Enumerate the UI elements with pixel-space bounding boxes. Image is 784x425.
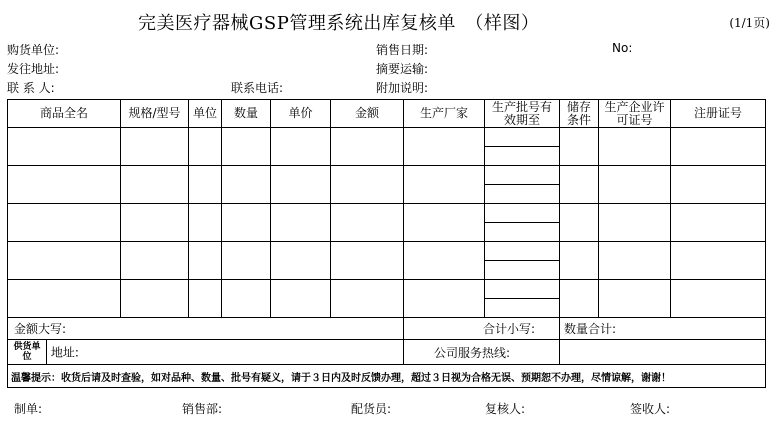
amount-caps-cell[interactable]: [8, 318, 404, 340]
cell[interactable]: [222, 242, 271, 280]
cell[interactable]: [271, 128, 331, 166]
cell[interactable]: [560, 280, 599, 318]
table-row: [8, 204, 766, 242]
cell[interactable]: [121, 204, 189, 242]
cell[interactable]: [599, 166, 671, 204]
cell[interactable]: [8, 166, 121, 204]
col-header: 生产企业许可证号: [599, 100, 671, 128]
supplier-address-label: 地址:: [50, 345, 79, 360]
qty-total-cell[interactable]: [560, 318, 766, 340]
table-row: [8, 242, 766, 280]
cell[interactable]: [404, 280, 485, 318]
tip-text: 温馨提示：收货后请及时查验，如对品种、数量、批号有疑义，请于３日内及时反馈办理，超过３日视为合格无误、预期恕不办理，尽情谅解，谢谢！: [8, 365, 766, 388]
subtotal-label: 合计小写:: [482, 322, 535, 336]
col-header: 生产厂家: [404, 100, 485, 128]
maker-label: 制单:: [14, 402, 43, 416]
batch-cell[interactable]: [485, 280, 560, 318]
table-header: [8, 100, 766, 128]
cell[interactable]: [560, 166, 599, 204]
cell[interactable]: [599, 128, 671, 166]
hotline-label: 公司服务热线:: [434, 345, 511, 360]
cell[interactable]: [8, 128, 121, 166]
cell[interactable]: [271, 242, 331, 280]
cell[interactable]: [189, 204, 222, 242]
buyer-label: 购货单位:: [7, 43, 60, 57]
cell[interactable]: [671, 242, 766, 280]
col-header: 规格/型号: [121, 100, 189, 128]
transport-label: 摘要运输:: [376, 62, 429, 76]
cell[interactable]: [560, 204, 599, 242]
goods-table: [7, 99, 766, 388]
col-header: 数量: [222, 100, 271, 128]
cell[interactable]: [404, 166, 485, 204]
document-title: 完美医疗器械GSP管理系统出库复核单 （样图）: [138, 13, 540, 34]
cell[interactable]: [222, 204, 271, 242]
qty-total-label: 数量合计:: [564, 322, 617, 336]
cell[interactable]: [331, 204, 404, 242]
cell[interactable]: [671, 166, 766, 204]
col-header: 商品全名: [8, 100, 121, 128]
checker-label: 复核人:: [485, 402, 526, 416]
cell[interactable]: [671, 128, 766, 166]
picker-label: 配货员:: [351, 402, 392, 416]
cell[interactable]: [222, 128, 271, 166]
hotline-value-cell[interactable]: [560, 340, 766, 365]
table-row: [8, 280, 766, 318]
sales-label: 销售部:: [182, 402, 223, 416]
doc-number-label: No:: [612, 41, 633, 55]
cell[interactable]: [599, 280, 671, 318]
cell[interactable]: [8, 242, 121, 280]
cell[interactable]: [331, 280, 404, 318]
ship-address-label: 发往地址:: [7, 62, 60, 76]
cell[interactable]: [671, 204, 766, 242]
tip-row: [8, 365, 766, 388]
cell[interactable]: [222, 280, 271, 318]
col-header: 注册证号: [671, 100, 766, 128]
cell[interactable]: [560, 128, 599, 166]
cell[interactable]: [599, 204, 671, 242]
amount-caps-label: 金额大写:: [14, 322, 67, 336]
cell[interactable]: [671, 280, 766, 318]
phone-label: 联系电话:: [231, 81, 284, 95]
cell[interactable]: [121, 242, 189, 280]
col-header: 生产批号有效期至: [485, 100, 560, 128]
cell[interactable]: [599, 242, 671, 280]
batch-cell[interactable]: [485, 242, 560, 280]
col-header: 储存条件: [560, 100, 599, 128]
subtotal-cell[interactable]: [404, 318, 560, 340]
table-row: [8, 128, 766, 166]
cell[interactable]: [189, 280, 222, 318]
supplier-row: [8, 340, 766, 365]
col-header: 单位: [189, 100, 222, 128]
cell[interactable]: [560, 242, 599, 280]
batch-cell[interactable]: [485, 204, 560, 242]
col-header: 单价: [271, 100, 331, 128]
batch-cell[interactable]: [485, 128, 560, 166]
col-header: 金额: [331, 100, 404, 128]
cell[interactable]: [271, 166, 331, 204]
cell[interactable]: [331, 166, 404, 204]
supplier-address-cell[interactable]: [8, 340, 404, 365]
cell[interactable]: [331, 128, 404, 166]
cell[interactable]: [121, 128, 189, 166]
cell[interactable]: [271, 204, 331, 242]
cell[interactable]: [189, 166, 222, 204]
cell[interactable]: [121, 166, 189, 204]
summary-row: [8, 318, 766, 340]
cell[interactable]: [271, 280, 331, 318]
sale-date-label: 销售日期:: [376, 43, 429, 57]
receiver-label: 签收人:: [630, 402, 671, 416]
cell[interactable]: [8, 280, 121, 318]
cell[interactable]: [121, 280, 189, 318]
page-number: (1/1页): [729, 16, 770, 30]
cell[interactable]: [404, 128, 485, 166]
batch-cell[interactable]: [485, 166, 560, 204]
cell[interactable]: [404, 242, 485, 280]
note-label: 附加说明:: [376, 81, 429, 95]
cell[interactable]: [189, 242, 222, 280]
supplier-tag: 供货单位: [8, 340, 47, 364]
cell[interactable]: [8, 204, 121, 242]
cell[interactable]: [404, 204, 485, 242]
cell[interactable]: [189, 128, 222, 166]
contact-label: 联 系 人:: [7, 81, 55, 95]
table-row: [8, 166, 766, 204]
cell[interactable]: [222, 166, 271, 204]
cell[interactable]: [331, 242, 404, 280]
hotline-cell[interactable]: [404, 340, 560, 365]
